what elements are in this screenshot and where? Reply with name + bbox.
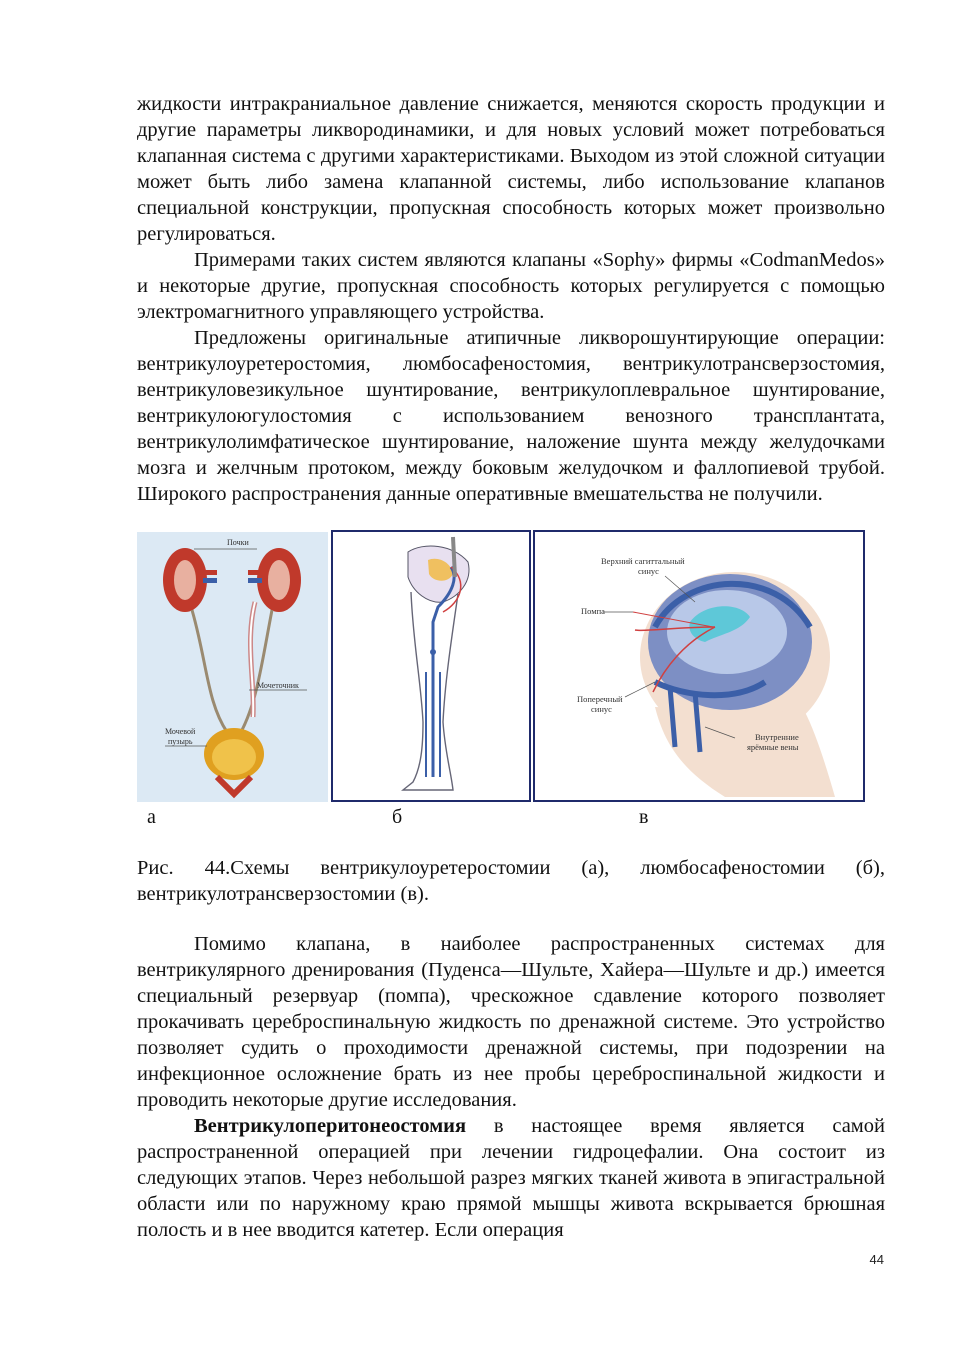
- figure-panel-b: [331, 530, 531, 802]
- urinary-system-illustration: [137, 532, 328, 802]
- figure-letter-b: б: [392, 806, 403, 828]
- label-sinus-1: Верхний сагиттальный: [601, 556, 685, 566]
- figure-panel-a: [137, 532, 328, 802]
- left-ureter-line: [192, 610, 227, 732]
- paragraph: Примерами таких систем являются клапаны «Sophy» фирмы «CodmanMedos» и некоторые другие, пропускная способность которых регулируется с помощью электромагнитного управляющего устройства.: [137, 249, 885, 323]
- page-number: 44: [869, 1252, 884, 1267]
- text-block-bottom: [137, 931, 885, 1243]
- label-ureter: Мочеточник: [257, 681, 299, 690]
- label-kidneys: Почки: [227, 538, 249, 547]
- label-pump: Помпа: [581, 606, 605, 616]
- label-bladder-1: Мочевой: [165, 727, 196, 736]
- label-transverse-1: Поперечный: [577, 694, 623, 704]
- paragraph: Помимо клапана, в наиболее распространенных системах для вентрикулярного дренирования (Пуденса—Шульте, Хайера—Шульте и др.) имеется специальный резервуар (помпа), чрескожное сдавление которого позволяет прокачивать цереброспинальную жидкость по дренажной системе. Это устройство позволяет судить о проходимости дренажной системы, при подозрении на инфекционное осложнение брать из нее пробы цереброспинальной жидкости и проводить некоторые другие исследования.: [137, 933, 885, 1111]
- figure-letter-a: а: [147, 806, 156, 828]
- paragraph: [137, 1113, 885, 1243]
- right-ureter-line: [241, 610, 272, 732]
- figure-caption: [137, 855, 885, 907]
- lumbosaphenous-illustration: [333, 532, 529, 800]
- ventriculotransverse-illustration: [535, 532, 863, 800]
- figure-letter-c: в: [639, 806, 649, 828]
- leg-outline: [403, 592, 458, 790]
- label-transverse-2: синус: [591, 704, 612, 714]
- paragraph: Предложены оригинальные атипичные ликворошунтирующие операции: вентрикулоуретеростомия, люмбосафеностомия, вентрикулотрансверзостомия, вентрикуловезикульное шунтирование, вентрикулоплевральное шунтирование, вентрикулоюгулостомия с использованием венозного трансплантата, вентрикулолимфатическое шунтирование, наложение шунта между желудочками мозга и желчным протоком, между боковым желудочком и фаллопиевой трубой. Широкого распространения данные оперативные вмешательства не получили.: [137, 327, 885, 505]
- label-bladder-2: пузырь: [168, 737, 193, 746]
- caption-text: Рис. 44.Схемы вентрикулоуретеростомии (а), люмбосафеностомии (б), вентрикулотрансверзостомии (в).: [137, 857, 885, 905]
- label-sinus-2: синус: [638, 566, 659, 576]
- paragraph: жидкости интракраниальное давление снижается, меняются скорость продукции и другие параметры ликвородинамики, и для новых условий может потребоваться клапанная система с другими характеристиками. Выходом из этой сложной ситуации может быть либо замена клапанной системы, либо использование клапанов специальной конструкции, пропускная способность которых может произвольно регулироваться.: [137, 93, 885, 245]
- paragraph-rest: в настоящее время является самой распространенной операцией при лечении гидроцефалии. Она состоит из следующих этапов. Через небольшой разрез мягких тканей живота в эпигастральной области или по наружному краю прямой мышцы живота вскрывается брюшная полость и в нее вводится катетер. Если операция: [137, 1115, 885, 1241]
- term-bold: Вентрикулоперитонеостомия: [194, 1115, 467, 1137]
- label-veins-1: Внутренние: [755, 732, 799, 742]
- text-block-top: [137, 91, 885, 507]
- label-veins-2: ярёмные вены: [747, 742, 799, 752]
- figure-panel-c: [533, 530, 865, 802]
